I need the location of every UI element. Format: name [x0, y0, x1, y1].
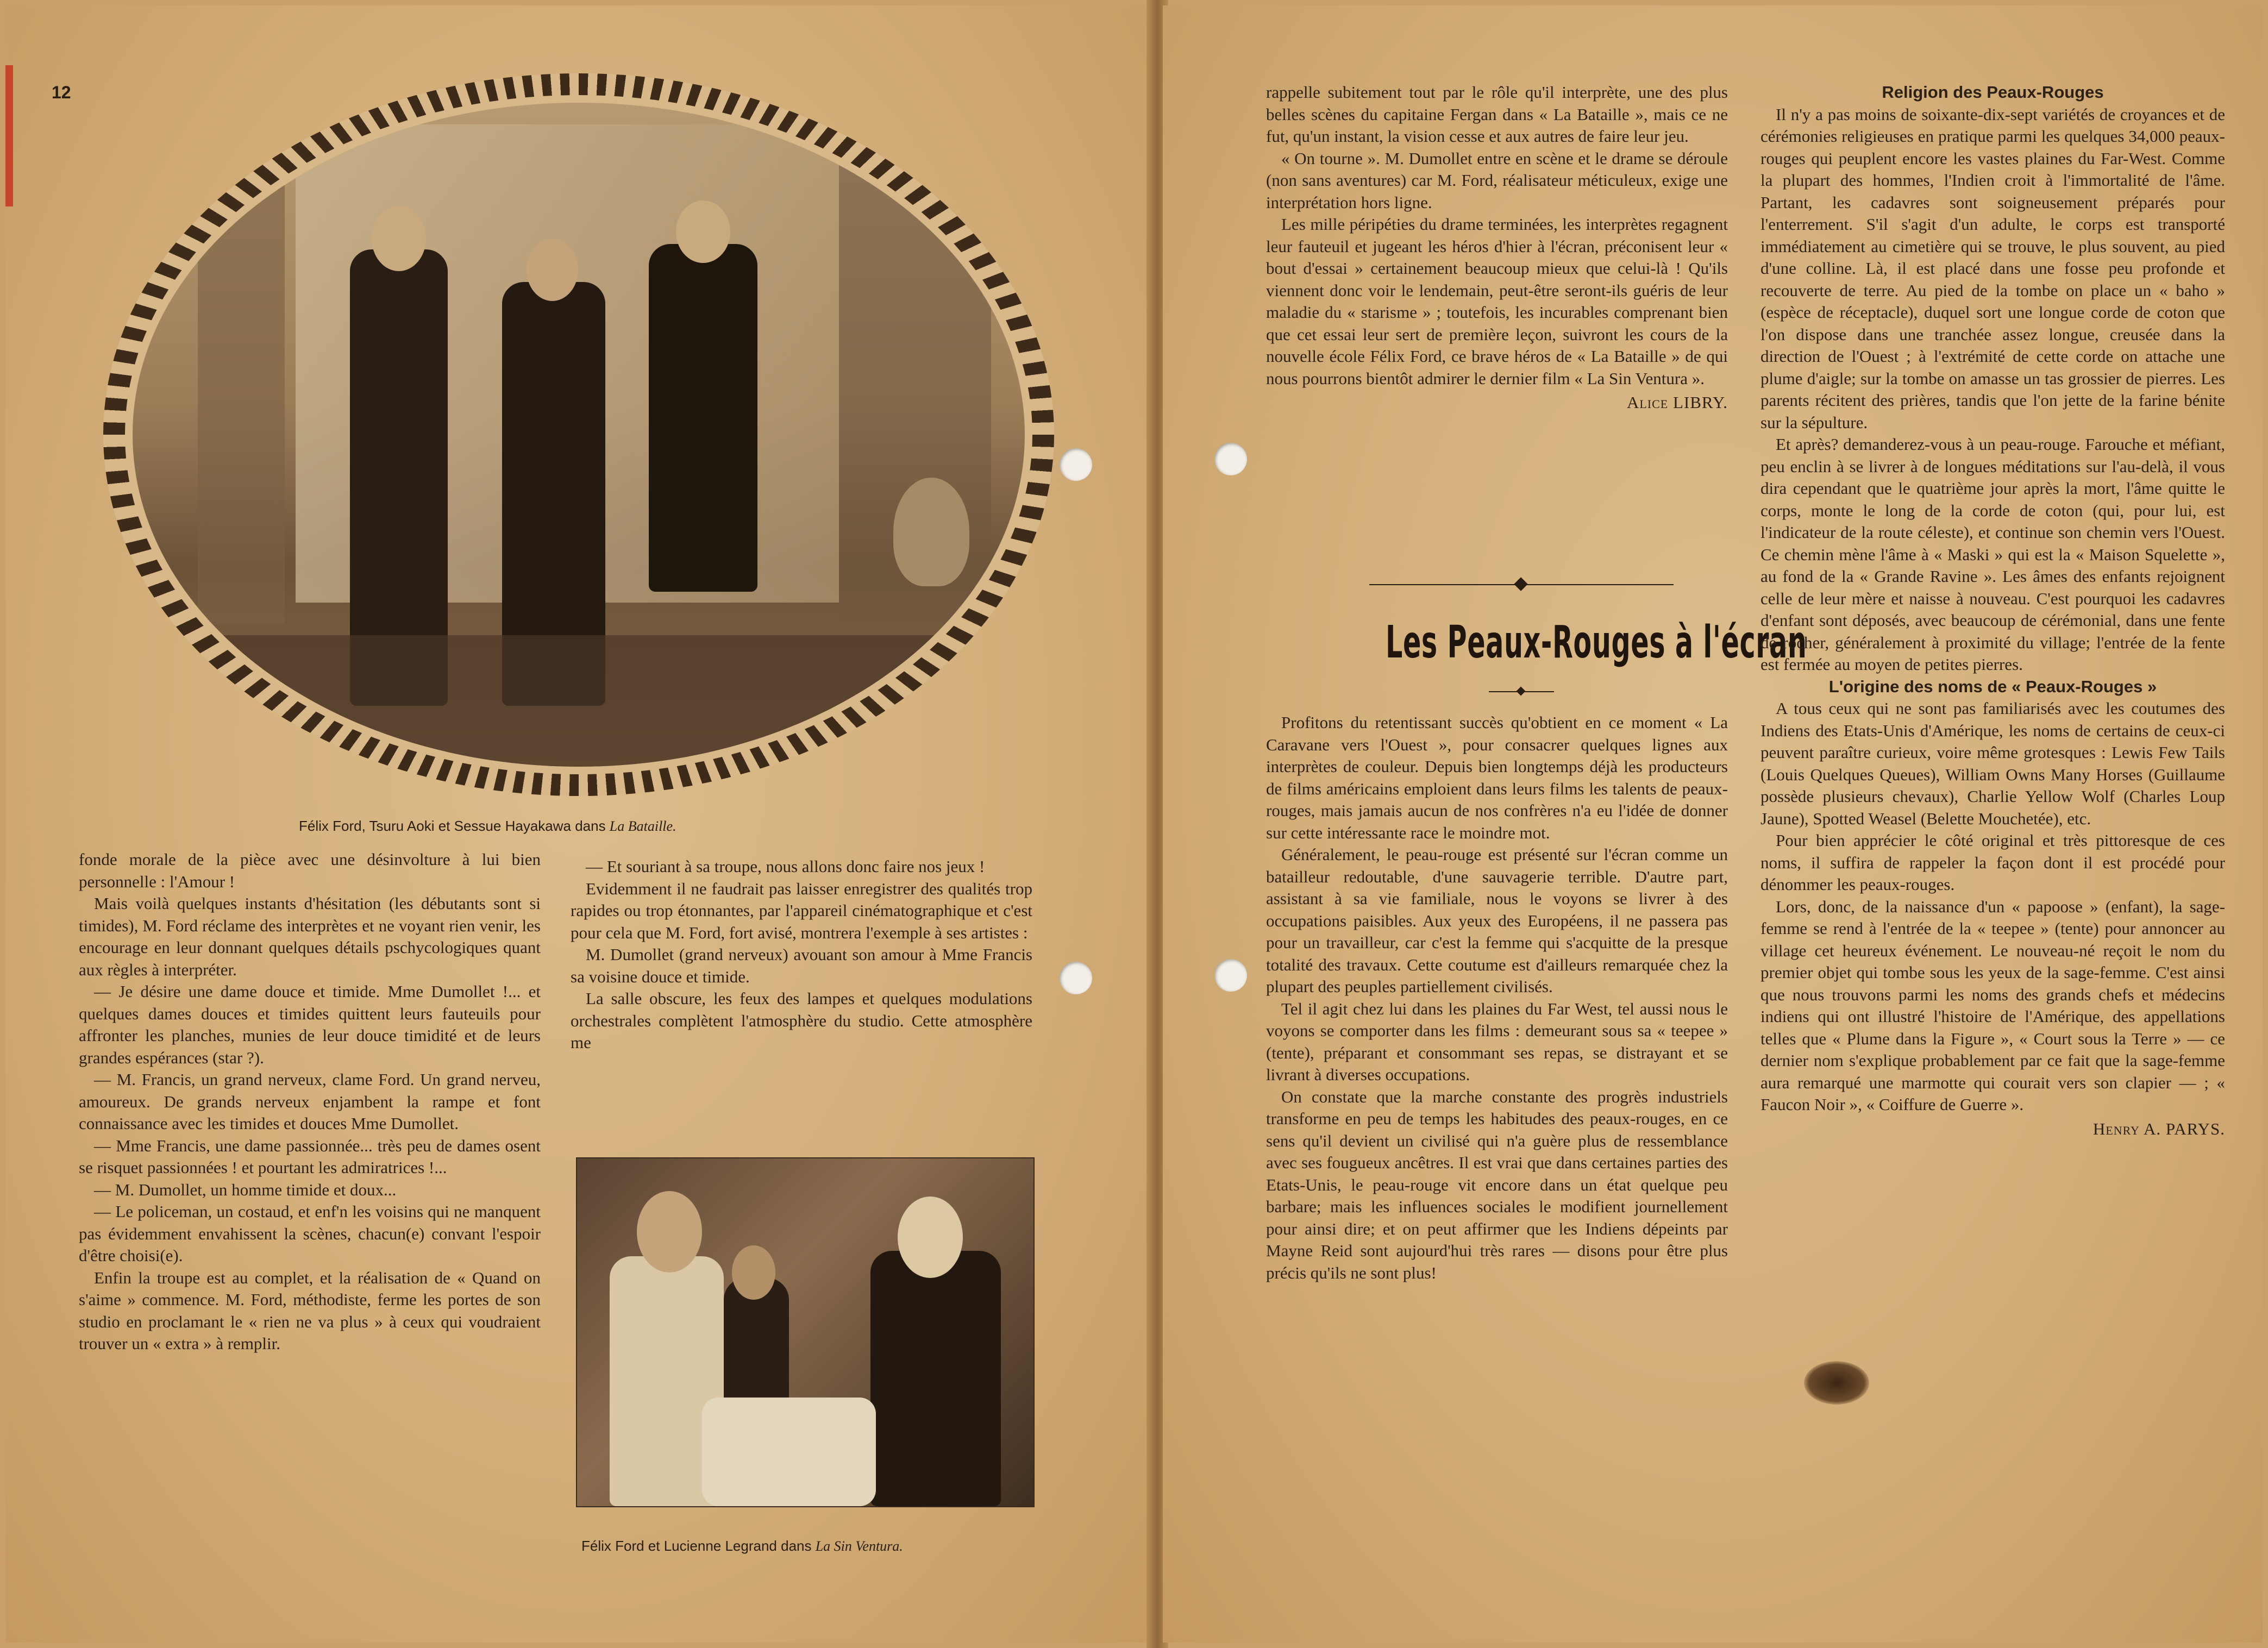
paragraph: — Mme Francis, une dame passionnée... très peu de dames osent se risquet passionnées ! et pourtant les admiratrices !... [79, 1136, 541, 1177]
paper-stain [1804, 1361, 1869, 1405]
paragraph: La salle obscure, les feux des lampes et quelques modulations orchestrales complètent l'atmosphère du studio. Cette atmosphère me [571, 989, 1032, 1052]
page-number: 12 [52, 83, 71, 102]
binder-hole-bottom-right [1214, 959, 1247, 992]
right-column-2 [1760, 82, 2225, 1140]
paragraph: Les mille péripéties du drame terminées, les interprètes regagnent leur fauteuil et jugeant les héros d'hier à l'écran, préconisent leur « bout d'essai » certainement beaucoup mieux que celui-là ! Qu'ils viennent donc voir le lendemain, peut-être seront-ils guéris de leur maladie du « starisme » ; toutefois, les incurables comprenant bien que cet essai leur sert de première leçon, suivront les cours de la nouvelle école Félix Ford, ce brave héros de « La Bataille » de qui nous pourrons bientôt admirer le dernier film « La Sin Ventura ». [1266, 215, 1728, 388]
binder-hole-bottom-left [1060, 962, 1092, 994]
paragraph: Enfin la troupe est au complet, et la réalisation de « Quand on s'aime » commence. M. Ford, méthodiste, ferme les portes de son studio en proclamant le « rien ne va plus » à ceux qui voudraient trouver un « extra » à remplir. [79, 1268, 541, 1353]
right-column-1-top [1266, 82, 1728, 414]
paragraph: Généralement, le peau-rouge est présenté sur l'écran comme un batailleur redoutable, d'une sauvagerie terrible. D'autre part, assistant à sa vie familiale, nous le voyons se livrer à des occupations paisibles. Aux yeux des Européens, il ne passera pas pour un travailleur, car c'est la femme qui s'acquitte de la presque totalité des travaux. Cette coutume est d'ailleurs remarquée chez la plupart des peuples partiellement civilisés. [1266, 845, 1728, 996]
paragraph: — Le policeman, un costaud, et enf'n les voisins qui ne manquent pas évidemment envahissent la scènes, chacun(e) convant l'espoir d'être choisi(e). [79, 1202, 541, 1265]
left-column-2 [571, 856, 1032, 1054]
paragraph: Profitons du retentissant succès qu'obtient en ce moment « La Caravane vers l'Ouest », pour consacrer quelques lignes aux interprètes de couleur. Depuis bien longtemps déjà les producteurs de films américains emploient dans leurs films les talents de peaux-rouges, mais jamais aucun de nos confrères n'a eu l'idée de donner sur cette intéressante race le moindre mot. [1266, 713, 1728, 842]
paragraph: rappelle subitement tout par le rôle qu'il interprète, une des plus belles scènes du capitaine Fergan dans « La Bataille », mais ce ne fut, qu'un instant, la vision cesse et aux autres de faire leur jeu. [1266, 83, 1728, 146]
caption-bottom-photo: Félix Ford et Lucienne Legrand dans La Sin Ventura. [581, 1538, 903, 1554]
paragraph: — M. Francis, un grand nerveux, clame Ford. Un grand nerveu, amoureux. De grands nerveux enjambent la rampe et font connaissance avec les timides et douces Mme Dumollet. [79, 1070, 541, 1133]
paragraph: Tel il agit chez lui dans les plaines du Far West, tel aussi nous le voyons se comporter dans les films : demeurant sous sa « teepee » (tente), préparant et consommant ses repas, se distrayant et se livrant à diverses occupations. [1266, 999, 1728, 1084]
photo-la-bataille [133, 103, 1025, 767]
signature-alice-libry: Alice LIBRY. [1626, 393, 1728, 412]
paragraph: « On tourne ». M. Dumollet entre en scène et le drame se déroule (non sans aventures) car M. Ford, réalisateur méticuleux, exige une interprétation hors ligne. [1266, 148, 1728, 212]
photo-la-sin-ventura [576, 1157, 1035, 1507]
paragraph: Pour bien apprécier le côté original et très pittoresque de ces noms, il suffira de rappeler la façon dont il est procédé pour dénommer les peaux-rouges. [1760, 831, 2225, 894]
paragraph: A tous ceux qui ne sont pas familiarisés avec les coutumes des Indiens des Etats-Unis d'Amérique, les noms de certains de ceux-ci peuvent paraître curieux, voire même grotesques : Lewis Few Tails (Louis Quelques Queues), William Owns Many Horses (Guillaume possède plusieurs chevaux), Charlie Yellow Wolf (Charles Loup Jaune), Spotted Weasel (Belette Mouchetée), etc. [1760, 699, 2225, 828]
left-column-1 [79, 849, 541, 1355]
paragraph: fonde morale de la pièce avec une désinvolture à lui bien personnelle : l'Amour ! [79, 850, 541, 891]
heading-origine-noms: L'origine des noms de « Peaux-Rouges » [1828, 676, 2157, 696]
right-column-1-bottom [1266, 712, 1728, 1284]
paragraph: — M. Dumollet, un homme timide et doux... [94, 1180, 397, 1199]
section-title: Les Peaux-Rouges à l'écran [1386, 617, 1807, 668]
caption-top-photo: Félix Ford, Tsuru Aoki et Sessue Hayakawa dans La Bataille. [299, 818, 676, 834]
signature-henry-parys: Henry A. PARYS. [2092, 1119, 2225, 1138]
paragraph: — Je désire une dame douce et timide. Mme Dumollet !... et quelques dames douces et timides quittent leurs fauteuils pour affronter les planches, munies de leur douce timidité et de leurs grandes espérances (star ?). [79, 982, 541, 1067]
paragraph: On constate que la marche constante des progrès industriels transforme en peu de temps les habitudes des peaux-rouges, en ce sens qu'il devient un civilisé qui n'a guère plus de ressemblance avec ses fougueux ancêtres. Il est vrai que dans certaines parties des Etats-Unis, le peau-rouge vit encore dans un état quelque peu barbare; mais les influences sociales le modifient journellement pour ainsi dire; et on peut affirmer que les Indiens dépeints par Mayne Reid sont aujourd'hui très rares — disons pour être plus précis qu'ils ne sont plus! [1266, 1087, 1728, 1282]
binder-hole-top-left [1060, 448, 1092, 481]
red-page-tab [5, 65, 13, 206]
paragraph: Il n'y a pas moins de soixante-dix-sept variétés de croyances et de cérémonies religieuses en pratique parmi les quelques 34,000 peaux-rouges qui peuplent encore les vastes plaines du Far-West. Comme la plupart des hommes, l'Indien croit à l'immortalité de l'âme. Partant, les cadavres sont soigneusement préparés pour l'enterrement. S'il s'agit d'un adulte, le corps est transporté immédiatement au cimetière qui se trouve, le plus souvent, au pied d'une colline. Là, il est placé dans une fosse peu profonde et recouverte de terre. Au pied de la tombe on place un « baho » (espèce de réceptacle), duquel sort une longue corde de coton que l'on dispose dans une tranchée assez longue, creusée dans la direction de l'Ouest ; à l'extrémité de cette corde on attache une plume d'aigle; sur la tombe on amasse un tas grossier de pierres. Les parents récitent des prières, tandis que l'on jette de la farine bénite sur la sépulture. [1760, 104, 2225, 432]
paragraph: Lors, donc, de la naissance d'un « papoose » (enfant), la sage-femme se rend à l'entrée de la « teepee » (tente) pour annoncer au village cet heureux événement. Le nouveau-né reçoit le nom du premier objet qui tombe sous les yeux de la sage-femme. C'est ainsi que nous trouvons parmi les noms des grands chefs et médecins indiens qui ont illustré l'histoire de l'Amérique, des appellations telles que « Plume dans la Figure », « Court sous la Terre » — ce dernier nom s'explique probablement par ce fait que la sage-femme aura remarqué une marmotte qui courait vers son clapier — ; « Faucon Noir », « Coiffure de Guerre ». [1760, 897, 2225, 1114]
paragraph: Et après? demanderez-vous à un peau-rouge. Farouche et méfiant, peu enclin à se livrer à de longues méditations sur l'au-delà, il vous dira cependant que le quatrième jour après la mort, l'âme quitte le corps, monte le long de la corde de coton (qui, pour lui, est l'indicateur de la route céleste), et continue son chemin vers l'Ouest. Ce chemin mène l'âme à « Maski » qui est la « Maison Squelette », au fond de la « Grande Ravine ». Les âmes des enfants rejoignent celle de leur mère et naisse à nouveau. C'est pourquoi les cadavres d'enfant sont déposés, avec beaucoup de cérémonial, dans une fente de rocher, généralement à proximité du village; l'entrée de la fente est fermée au moyen de petites pierres. [1760, 435, 2225, 674]
paragraph: Evidemment il ne faudrait pas laisser enregistrer des qualités trop rapides ou trop étonnantes, par l'appareil cinématographique et c'est pour cela que M. Ford, fort avisé, montrera l'exemple à ses artistes : [571, 879, 1032, 942]
paragraph: Mais voilà quelques instants d'hésitation (les débutants sont si timides), M. Ford réclame des interprètes et ne voyant rien venir, les encourage en leur donnant quelques détails pschycologiques quant aux règles à interpréter. [79, 894, 541, 979]
paragraph: — Et souriant à sa troupe, nous allons donc faire nos jeux ! [586, 857, 985, 876]
oval-photo-frame [103, 73, 1054, 796]
paragraph: M. Dumollet (grand nerveux) avouant son amour à Mme Francis sa voisine douce et timide. [571, 945, 1032, 986]
binder-hole-top-right [1214, 443, 1247, 475]
left-page [5, 5, 1152, 1643]
heading-religion: Religion des Peaux-Rouges [1882, 83, 2104, 102]
